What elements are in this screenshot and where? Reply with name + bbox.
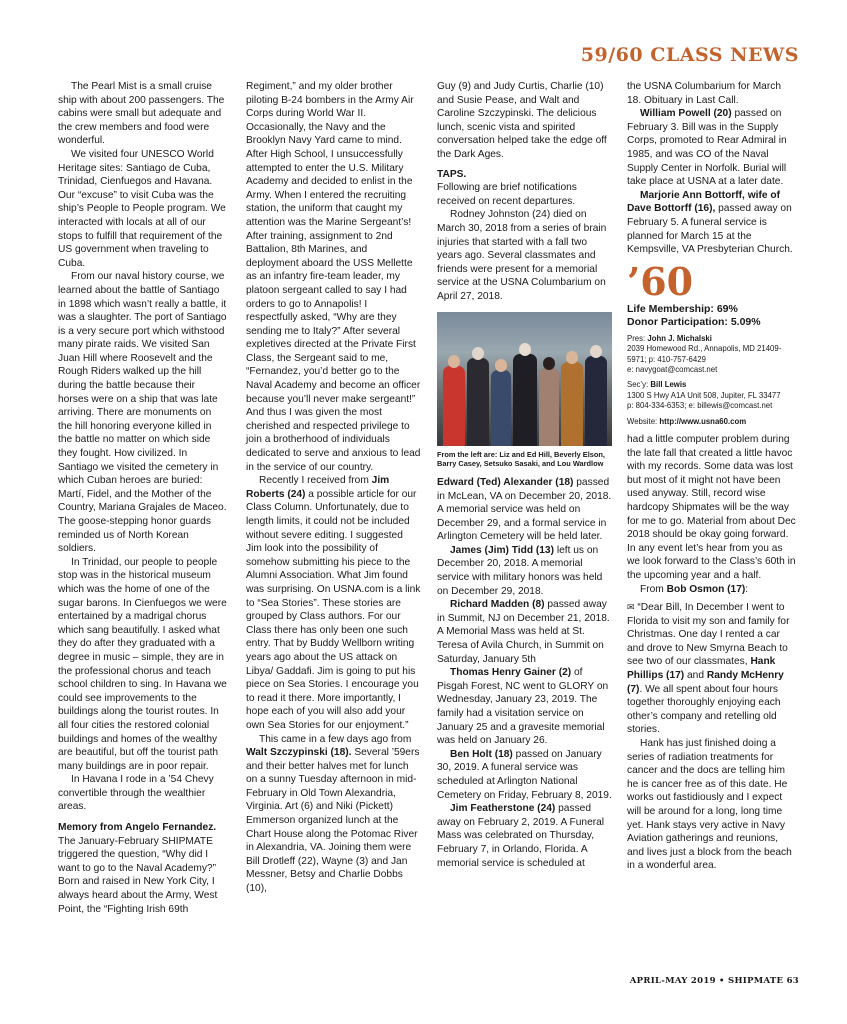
mail-icon: ✉ [627, 602, 635, 613]
obituary: Ben Holt (18) passed on January 30, 2019. A funeral service was scheduled at Arlington National Cemetery on Friday, February 8, 2019. [437, 748, 612, 801]
paragraph: In Trinidad, our people to people stop was in the historical museum which was the home of one of the sugar barons. In Cienfuegos we were entertained by a madrigal chorus which sang beautifully. I asked what they do after they graduated with a degree in music – simple, they are in the professional chorus and teach school children to sing. In Havana we could see improvements to the buildings along the tourist routes. In all four cities the restored colonial buildings and homes of the wealthy are beautiful, but off the tourist path many buildings are in poor repair. [58, 556, 227, 772]
paragraph: The Pearl Mist is a small cruise ship with about 200 passengers. The cabins were small but adequate and the crew members and food were wonderful. [58, 81, 225, 147]
paragraph: Rodney Johnston (24) died on March 30, 2018 from a series of brain injuries that started with a fall two years ago. Several classmates and friends were present for a memorial service at the USNA Columbarium on April 27, 2018. [437, 209, 607, 302]
paragraph: Regiment,” and my older brother piloting B-24 bombers in the Army Air Corps during World War II. Occasionally, the Navy and the Brooklyn Navy Yard came to mind. After High School, I unsuccessfully attempted to enter the U.S. Military Academy and decided to enlist in the Army. When I entered the recruiting station, the uniform that caught my attention was the Marine Sergeant’s! After training, assignment to 2nd Battalion, 8th Marines, and deployment aboard the USS Mellette as an infantry fire-team leader, my platoon sergeant called to say I had orders to go to Annapolis! I respectfully asked, “Why are they sending me to Italy?” After several expletives directed at the Private First Class, the Sergeant said to me, “Fernandez, you’d better go to the Naval Academy and become an officer because you’ll never make sergeant!” And thus I was given the most cherished and respected privilege to join a brotherhood of individuals dedicated to serve and anxious to lead in the service of our country. [246, 81, 421, 473]
class-year-heading: ’60 [627, 258, 694, 304]
obituary: Thomas Henry Gainer (2) of Pisgah Forest, NC went to GLORY on Wednesday, January 23, 2019. The family had a visitation service on January 25 and a gravesite memorial was held on January 26. [437, 667, 609, 747]
page-footer: APRIL-MAY 2019 • SHIPMATE 63 [629, 976, 799, 986]
obituary: Jim Featherstone (24) passed away on February 2, 2019. A Funeral Mass was celebrated on Thursday, February 7, in Orlando, Florida. A memorial service is scheduled at [437, 803, 605, 869]
paragraph: Following are brief notifications received on recent departures. [437, 182, 577, 207]
paragraph: In Havana I rode in a ’54 Chevy convertible through the wealthier areas. [58, 774, 214, 813]
paragraph: the USNA Columbarium for March 18. Obituary in Last Call. [627, 81, 781, 106]
paragraph: The January-February SHIPMATE triggered the question, “Why did I want to go to the Naval Academy?” Born and raised in New York City, I always heard about the Army, West Point, the “Fighting Irish 69th [58, 835, 218, 915]
secretary-address: 1300 S Hwy A1A Unit 508, Jupiter, FL 33477 [627, 390, 781, 400]
president-address: 2039 Homewood Rd., Annapolis, MD 21409-5971; p: 410-757-6429 [627, 344, 782, 364]
obituary: William Powell (20) passed on February 3. Bill was in the Supply Corps, promoted to Rear Admiral in 1985, and was CO of the Naval Supply Center in Norfolk. Burial will take place at USNA at a later date. [627, 108, 787, 188]
column-3 [437, 80, 612, 870]
paragraph: From our naval history course, we learned about the battle of Santiago in 1898 which wasn’t really a battle, it was a slaughter. The port of Santiago is a very secure port which withstood many pirate raids. We visited San Juan Hill where Roosevelt and the Rough Riders walked up the hill during the battle because their horses were on a ship that was late arriving. There are monuments on the hill honoring everyone killed in the battle no matter on which side they fought. How civilized. In Santiago we visited the cemetery in which Cuban heroes are buried: Martí, Fidel, and the Mother of the Country, Mariana Grajales de Maceo. The goose-stepping honor guards reminded us of North Korean soldiers. [58, 271, 227, 555]
paragraph: Recently I received from Jim Roberts (24) a possible article for our Class Column. Unfortunately, due to length limits, it could not be included without severe editing. I suggested Jim look into the possibility of somehow submitting his piece to the Alumni Association. What Jim found was surprising. On USNA.com is a link to “Sea Stories”. These stories are grouped by Class authors. For our Class there has only been one such entry. That by Buddy Wellborn writing years ago about the US attack on Libya/ Gaddafi. Jim is going to put his piece on Sea Stories. I encourage you to read it there. More importantly, I hope each of you will also add your own Sea Stories for our enjoyment.” [246, 475, 421, 731]
class-contacts [627, 334, 797, 427]
paragraph: had a little computer problem during the late fall that created a little havoc with my records. Some data was lost but most of it might not have been used anyway. Still, record wise hardcopy Shipmates will be the way for me to go. Material from about Dec 2018 should be okay going forward. In any event let’s hear from you as we look forward to the Class’s 60th in the upcoming year and a half. [627, 433, 796, 581]
subheading: Memory from Angelo Fernandez. [58, 822, 217, 834]
photo-caption: From the left are: Liz and Ed Hill, Beverly Elson, Barry Casey, Setsuko Sasaki, and Lou Wardlow [437, 449, 605, 468]
column-2 [246, 80, 421, 896]
obituary: Edward (Ted) Alexander (18) passed in McLean, VA on December 20, 2018. A memorial service was held on December 29, and a formal service in Arlington Cemetery will be held later. [437, 476, 612, 543]
paragraph: We visited four UNESCO World Heritage sites: Santiago de Cuba, Trinidad, Cienfuegos and Havana. Our “excuse” to visit Cuba was the ship’s People to People program. We interacted with locals at all of our stops to fulfill that requirement of the US government when traveling to Cuba. [58, 148, 226, 269]
column-1 [58, 80, 228, 916]
president-line: Pres: John J. Michalski [627, 333, 712, 343]
secretary-contact[interactable]: p: 804-334-6353; e: billewis@comcast.net [627, 401, 773, 411]
president-email[interactable]: e: navygoat@comcast.net [627, 364, 718, 374]
donor-participation-stat: Donor Participation: 5.09% [627, 315, 761, 328]
secretary-line: Sec’y: Bill Lewis [627, 380, 687, 390]
section-header: 59/60 CLASS NEWS [580, 44, 799, 66]
website-line: Website: http://www.usna60.com [627, 416, 747, 426]
obituary: Richard Madden (8) passed away in Summit, NJ on December 21, 2018. A Memorial Mass was held at St. Teresa of Avila Church, in Summit on Saturday, January 5th [437, 599, 610, 665]
obituary: James (Jim) Tidd (13) left us on December 20, 2018. A memorial service with military honors was held on December 29, 2018. [437, 544, 603, 597]
memorial-group-photo [437, 312, 612, 446]
life-membership-stat: Life Membership: 69% [627, 302, 738, 315]
paragraph: This came in a few days ago from Walt Szczypinski (18). Several ’59ers and their better halves met for lunch on a sunny Tuesday afternoon in mid-February in Old Town Alexandria, Virginia. Art (6) and Niki (Pickett) Emmerson organized lunch at the Chart House along the Potomac River in Alexandria, VA. Joining them were Bill Drotleff (22), Wayne (3) and Jan Messner, Betsy and Charlie Dobbs (10), [246, 733, 420, 895]
paragraph: Hank has just finished doing a series of radiation treatments for cancer and the docs are telling him he is cancer free as of this date. He works out fastidiously and I expect will be around for a long, long time yet. Hank stays very active in Navy Aviation gatherings and reunions, and lives just a block from the beach in a wonderful area. [627, 738, 792, 872]
column-4 [627, 80, 797, 873]
paragraph: Guy (9) and Judy Curtis, Charlie (10) and Susie Pease, and Walt and Caroline Szczypinski. The delicious lunch, scenic vista and spirited conversation helped take the edge off the Dark Ages. [437, 81, 607, 160]
website-link[interactable]: http://www.usna60.com [659, 416, 747, 426]
obituary: Marjorie Ann Bottorff, wife of Dave Bottorff (16), passed away on February 5. A funeral service is planned for March 15 at the Kempsville, VA Presbyterian Church. [627, 189, 793, 256]
taps-heading: TAPS. [437, 168, 467, 180]
paragraph: From Bob Osmon (17): [640, 583, 749, 595]
paragraph: ✉ “Dear Bill, In December I went to Florida to visit my son and family for Christmas. One day I rented a car and drove to New Smyrna Beach to see two of our classmates, Hank Phillips (17) and Randy McHenry (7). We all spent about four hours together thoroughly enjoying each other’s company and retelling old stories. [627, 602, 790, 736]
